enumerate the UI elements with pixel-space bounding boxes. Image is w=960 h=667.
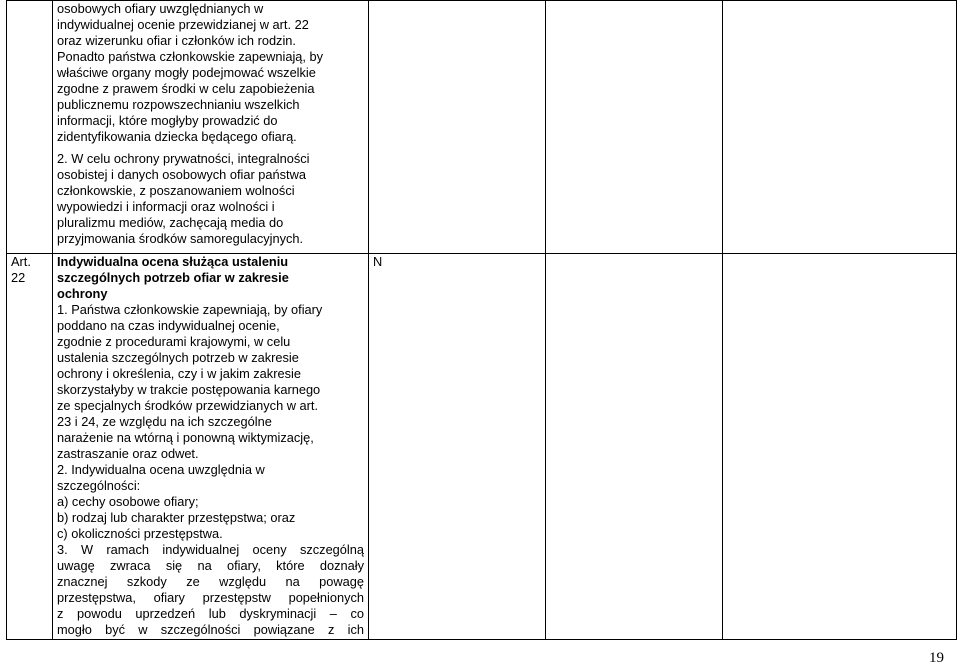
article-heading <box>57 254 364 302</box>
text-line: zgodnie z procedurami krajowymi, w celu <box>57 334 291 349</box>
text-line: ustalenia szczególnych potrzeb w zakresie <box>57 350 299 365</box>
text-line: ze specjalnych środków przewidzianych w art. <box>57 398 319 413</box>
text-line: indywidualnej ocenie przewidzianej w art. 22 <box>57 17 309 32</box>
empty-cell <box>369 1 546 254</box>
empty-cell <box>546 254 723 640</box>
text-line: zgodne z prawem środki w celu zapobieżenia <box>57 81 315 96</box>
heading-line: Indywidualna ocena służąca ustaleniu <box>57 254 289 269</box>
text-line: ochrony i określenia, czy i w jakim zakresie <box>57 366 301 381</box>
table-row <box>7 254 957 640</box>
article-cell <box>7 1 53 254</box>
text-line: narażenie na wtórną i ponowną wiktymizację, <box>57 430 314 445</box>
text-line: właściwe organy mogły podejmować wszelkie <box>57 65 316 80</box>
transposition-flag: N <box>373 254 383 269</box>
text-line: znacznej szkody ze względu na powagę <box>57 574 364 589</box>
text-line: osobistej i danych osobowych ofiar państwa <box>57 167 306 182</box>
article-number-cell <box>7 254 53 640</box>
text-line: b) rodzaj lub charakter przestępstwa; oraz <box>57 510 296 525</box>
text-line: 2. W celu ochrony prywatności, integralności <box>57 151 310 166</box>
heading-line: szczególnych potrzeb ofiar w zakresie <box>57 270 289 285</box>
page-number: 19 <box>929 650 944 666</box>
text-line: z powodu uprzedzeń lub dyskryminacji – co <box>57 606 364 621</box>
text-line: Ponadto państwa członkowskie zapewniają, by <box>57 49 324 64</box>
empty-cell <box>723 1 957 254</box>
empty-cell <box>546 1 723 254</box>
text-line: oraz wizerunku ofiar i członków ich rodzin. <box>57 33 296 48</box>
heading-line: ochrony <box>57 286 108 301</box>
text-line: a) cechy osobowe ofiary; <box>57 494 199 509</box>
text-line: zidentyfikowania dziecka będącego ofiarą. <box>57 129 297 144</box>
text-line: 1. Państwa członkowskie zapewniają, by ofiary <box>57 302 323 317</box>
text-line: wypowiedzi i informacji oraz wolności i <box>57 199 275 214</box>
article-body <box>57 302 364 638</box>
text-line: osobowych ofiary uwzględnianych w <box>57 1 264 16</box>
paragraph-2 <box>57 151 364 247</box>
text-line: szczególności: <box>57 478 141 493</box>
text-line: informacji, które mogłyby prowadzić do <box>57 113 278 128</box>
text-line: 3. W ramach indywidualnej oceny szczególną <box>57 542 364 557</box>
text-line: przestępstwa, ofiary przestępstw popełnionych <box>57 590 364 605</box>
text-line: skorzystałyby w trakcie postępowania karnego <box>57 382 321 397</box>
text-line: zastraszanie oraz odwet. <box>57 446 199 461</box>
paragraph-continuation <box>57 1 364 145</box>
empty-cell <box>723 254 957 640</box>
document-table <box>6 0 957 640</box>
transposition-flag-cell <box>369 254 546 640</box>
text-line: 23 i 24, ze względu na ich szczególne <box>57 414 272 429</box>
text-line: publicznemu rozpowszechnianiu wszelkich <box>57 97 300 112</box>
text-line: 2. Indywidualna ocena uwzględnia w <box>57 462 265 477</box>
text-line: poddano na czas indywidualnej ocenie, <box>57 318 280 333</box>
text-line: mogło być w szczególności powiązane z ich <box>57 622 364 637</box>
article-number: Art. 22 <box>11 254 31 285</box>
text-line: c) okoliczności przestępstwa. <box>57 526 223 541</box>
provision-text-cell <box>53 254 369 640</box>
text-line: pluralizmu mediów, zachęcają media do <box>57 215 284 230</box>
table-row <box>7 1 957 254</box>
text-line: uwagę zwraca się na ofiary, które doznały <box>57 558 364 573</box>
text-line: przyjmowania środków samoregulacyjnych. <box>57 231 304 246</box>
text-line: członkowskie, z poszanowaniem wolności <box>57 183 295 198</box>
provision-text-cell <box>53 1 369 254</box>
